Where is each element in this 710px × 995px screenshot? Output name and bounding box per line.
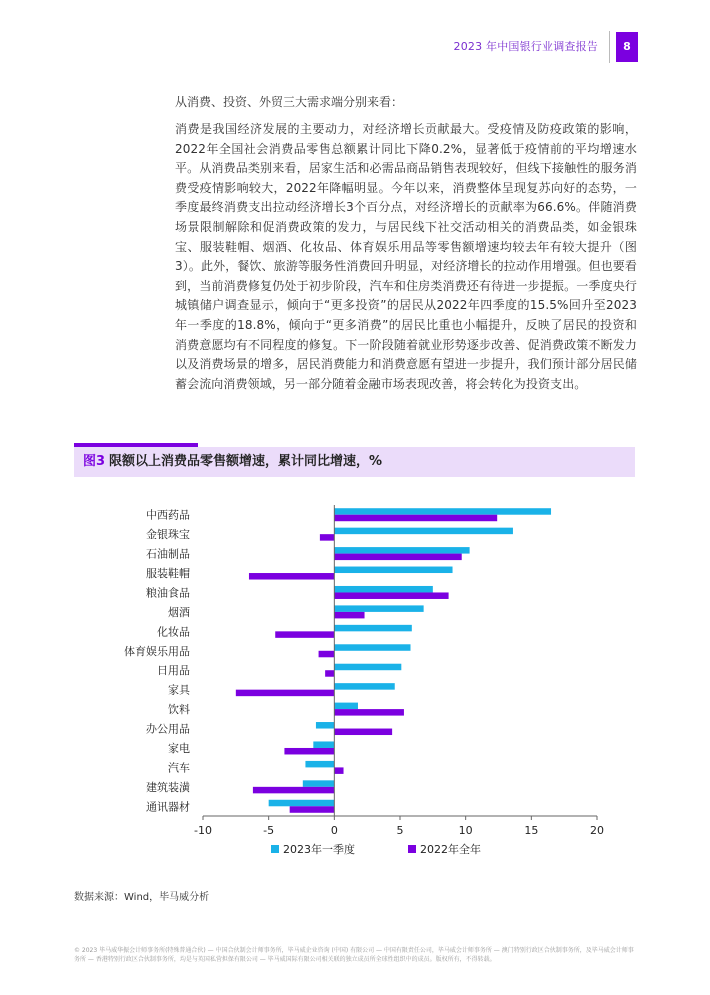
bar-series-2: [334, 592, 448, 599]
x-tick-label: -5: [263, 824, 275, 837]
bar-series-2: [320, 534, 334, 541]
bar-series-1: [334, 625, 411, 632]
category-label: 石油制品: [146, 547, 190, 561]
x-tick-label: -10: [194, 824, 212, 837]
bar-series-2: [319, 651, 335, 658]
category-label: 粮油食品: [146, 586, 190, 600]
body-paragraph: 消费是我国经济发展的主要动力，对经济增长贡献最大。受疫情及防疫政策的影响，2022年全国社会消费品零售总额累计同比下降0.2%，显著低于疫情前的平均增速水平。从消费品类别来看，居家生活和必需品商品销售表现较好，但线下接触性的服务消费受疫情影响较大，2022年降幅明显。今年以来，消费整体呈现复苏向好的态势，一季度最终消费支出拉动经济增长3个百分点，对经济增长的贡献率为66.6%。伴随消费场景限制解除和促消费政策的发力，与居民线下社交活动相关的消费品类，如金银珠宝、服装鞋帽、烟酒、化妆品、体育娱乐用品等零售额增速均较去年有较大提升（图 3）。此外，餐饮、旅游等服务性消费回升明显，对经济增长的拉动作用增强。但也要看到，当前消费修复仍处于初步阶段，汽车和住房类消费还有待进一步提振。一季度央行城镇储户调查显示，倾向于“更多投资”的居民从2022年四季度的15.5%回升至2023年一季度的18.8%，倾向于“更多消费”的居民比重也小幅提升，反映了居民的投资和消费意愿均有不同程度的修复。下一阶段随着就业形势逐步改善、促消费政策不断发力以及消费场景的增多，居民消费能力和消费意愿有望进一步提升，我们预计部分居民储蓄会流向消费领域，另一部分随着金融市场表现改善，将会转化为投资支出。: [175, 122, 637, 391]
bar-series-1: [305, 761, 334, 768]
category-label: 饮料: [168, 703, 190, 717]
bar-series-2: [334, 729, 392, 736]
bar-series-1: [316, 722, 334, 729]
bar-series-2: [275, 631, 334, 638]
bar-series-1: [334, 683, 394, 690]
figure-number: 图3: [83, 454, 106, 469]
category-label: 体育娱乐用品: [124, 644, 190, 658]
x-tick-label: 10: [458, 824, 473, 837]
category-label: 烟酒: [168, 605, 190, 619]
category-label: 化妆品: [157, 625, 190, 639]
bar-series-1: [303, 780, 335, 787]
bar-series-1: [334, 664, 401, 671]
bar-series-2: [334, 709, 404, 716]
category-label: 办公用品: [146, 722, 190, 736]
category-label: 金银珠宝: [146, 528, 190, 542]
legend-swatch: [408, 845, 416, 853]
bar-series-2: [284, 748, 334, 755]
page-number-badge: 8: [616, 32, 638, 62]
legend-swatch: [271, 845, 279, 853]
bar-series-2: [334, 767, 343, 774]
category-label: 家电: [168, 741, 190, 755]
header-divider: [609, 31, 610, 63]
bar-series-1: [334, 528, 513, 535]
x-tick-label: 20: [590, 824, 604, 837]
report-title: 2023 年中国银行业调查报告: [453, 40, 598, 53]
category-label: 汽车: [168, 761, 190, 775]
footer-disclaimer: © 2023 毕马威华振会计师事务所(特殊普通合伙) — 中国合伙制会计师事务所，毕马威企业咨询 (中国) 有限公司 — 中国有限责任公司，毕马威会计师事务所 — 澳门特别行政区合伙制事务所，及毕马威会计师事务所 — 香港特别行政区合伙制事务所，均是与英国私营担保有限公司 — 毕马威国际有限公司相关联的独立成员所全球性组织中的成员。版权所有，不得转载。: [74, 947, 634, 963]
bar-series-1: [334, 508, 551, 515]
bar-series-1: [334, 605, 423, 612]
bar-series-1: [269, 800, 335, 807]
x-tick-label: 15: [524, 824, 539, 837]
figure-title-bar: [74, 447, 635, 477]
bar-series-2: [334, 554, 461, 561]
x-tick-label: 0: [330, 824, 338, 837]
bar-series-2: [325, 670, 334, 677]
data-source: 数据来源：Wind，毕马威分析: [74, 892, 210, 903]
legend-label: 2023年一季度: [283, 843, 355, 856]
bar-series-2: [249, 573, 334, 580]
bar-series-1: [334, 586, 433, 593]
bar-series-2: [290, 806, 335, 813]
figure-title: 限额以上消费品零售额增速，累计同比增速，%: [109, 454, 383, 469]
category-label: 家具: [168, 683, 190, 697]
category-label: 通讯器材: [146, 800, 190, 814]
category-label: 建筑装潢: [146, 780, 190, 794]
category-label: 服装鞋帽: [146, 567, 190, 581]
x-tick-label: 5: [396, 824, 404, 837]
bar-series-1: [334, 703, 358, 710]
bar-chart: [0, 495, 710, 875]
bar-series-1: [334, 644, 410, 651]
bar-series-2: [236, 690, 334, 697]
intro-text: 从消费、投资、外贸三大需求端分别来看：: [175, 95, 404, 109]
bar-series-2: [253, 787, 334, 794]
legend-label: 2022年全年: [420, 843, 481, 856]
bar-series-2: [334, 515, 497, 522]
category-label: 中西药品: [146, 508, 190, 522]
bar-series-1: [334, 547, 469, 554]
bar-series-1: [334, 567, 452, 574]
category-label: 日用品: [157, 664, 190, 678]
bar-series-2: [334, 612, 364, 619]
bar-series-1: [313, 741, 334, 748]
